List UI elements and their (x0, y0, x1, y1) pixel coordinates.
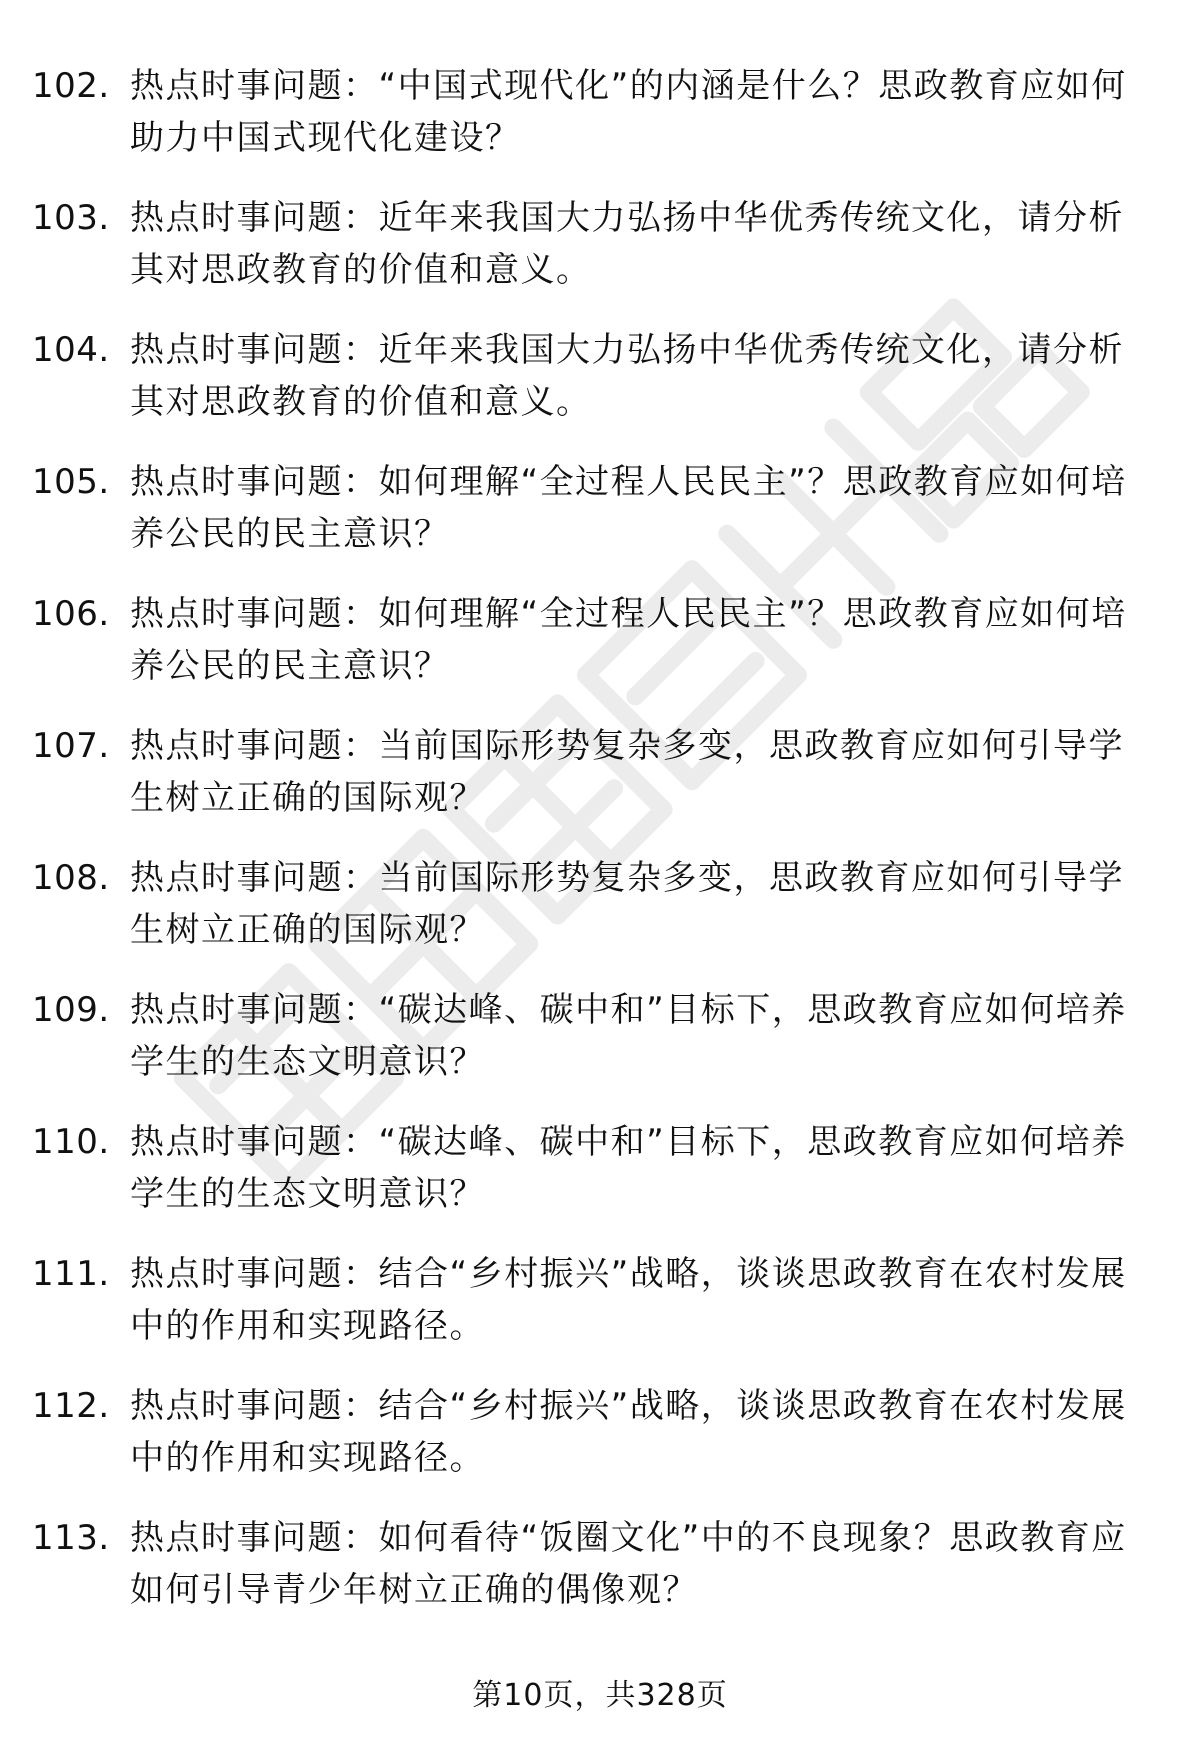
question-item (32, 60, 1142, 192)
question-text: 热点时事问题：“中国式现代化”的内涵是什么？思政教育应如何助力中国式现代化建设？ (130, 66, 1127, 158)
question-number: 113. (32, 1518, 110, 1558)
question-number: 102. (32, 66, 110, 106)
question-number: 108. (32, 858, 110, 898)
question-number: 107. (32, 726, 110, 766)
question-item (32, 1116, 1142, 1248)
question-text: 热点时事问题：结合“乡村振兴”战略，谈谈思政教育在农村发展中的作用和实现路径。 (130, 1254, 1127, 1346)
question-list (32, 60, 1142, 1644)
question-item (32, 192, 1142, 324)
question-text: 热点时事问题：当前国际形势复杂多变，思政教育应如何引导学生树立正确的国际观？ (130, 726, 1124, 818)
question-number: 106. (32, 594, 110, 634)
question-text: 热点时事问题：近年来我国大力弘扬中华优秀传统文化，请分析其对思政教育的价值和意义。 (130, 330, 1124, 422)
question-item (32, 456, 1142, 588)
question-text: 热点时事问题：如何理解“全过程人民民主”？思政教育应如何培养公民的民主意识？ (130, 462, 1127, 554)
question-item (32, 1248, 1142, 1380)
question-number: 109. (32, 990, 110, 1030)
question-text: 热点时事问题：结合“乡村振兴”战略，谈谈思政教育在农村发展中的作用和实现路径。 (130, 1386, 1127, 1478)
question-number: 110. (32, 1122, 110, 1162)
question-number: 112. (32, 1386, 110, 1426)
question-item (32, 720, 1142, 852)
question-number: 111. (32, 1254, 110, 1294)
question-text: 热点时事问题：“碳达峰、碳中和”目标下，思政教育应如何培养学生的生态文明意识？ (130, 1122, 1127, 1214)
question-number: 105. (32, 462, 110, 502)
question-number: 103. (32, 198, 110, 238)
question-item (32, 1380, 1142, 1512)
question-item (32, 984, 1142, 1116)
page-footer: 第10页，共328页 (472, 1678, 728, 1713)
question-text: 热点时事问题：“碳达峰、碳中和”目标下，思政教育应如何培养学生的生态文明意识？ (130, 990, 1127, 1082)
question-text: 热点时事问题：近年来我国大力弘扬中华优秀传统文化，请分析其对思政教育的价值和意义。 (130, 198, 1124, 290)
question-item (32, 324, 1142, 456)
question-number: 104. (32, 330, 110, 370)
question-text: 热点时事问题：如何看待“饭圈文化”中的不良现象？思政教育应如何引导青少年树立正确的偶像观？ (130, 1518, 1127, 1610)
question-item (32, 852, 1142, 984)
question-text: 热点时事问题：如何理解“全过程人民民主”？思政教育应如何培养公民的民主意识？ (130, 594, 1127, 686)
question-item (32, 1512, 1142, 1644)
question-text: 热点时事问题：当前国际形势复杂多变，思政教育应如何引导学生树立正确的国际观？ (130, 858, 1124, 950)
question-item (32, 588, 1142, 720)
